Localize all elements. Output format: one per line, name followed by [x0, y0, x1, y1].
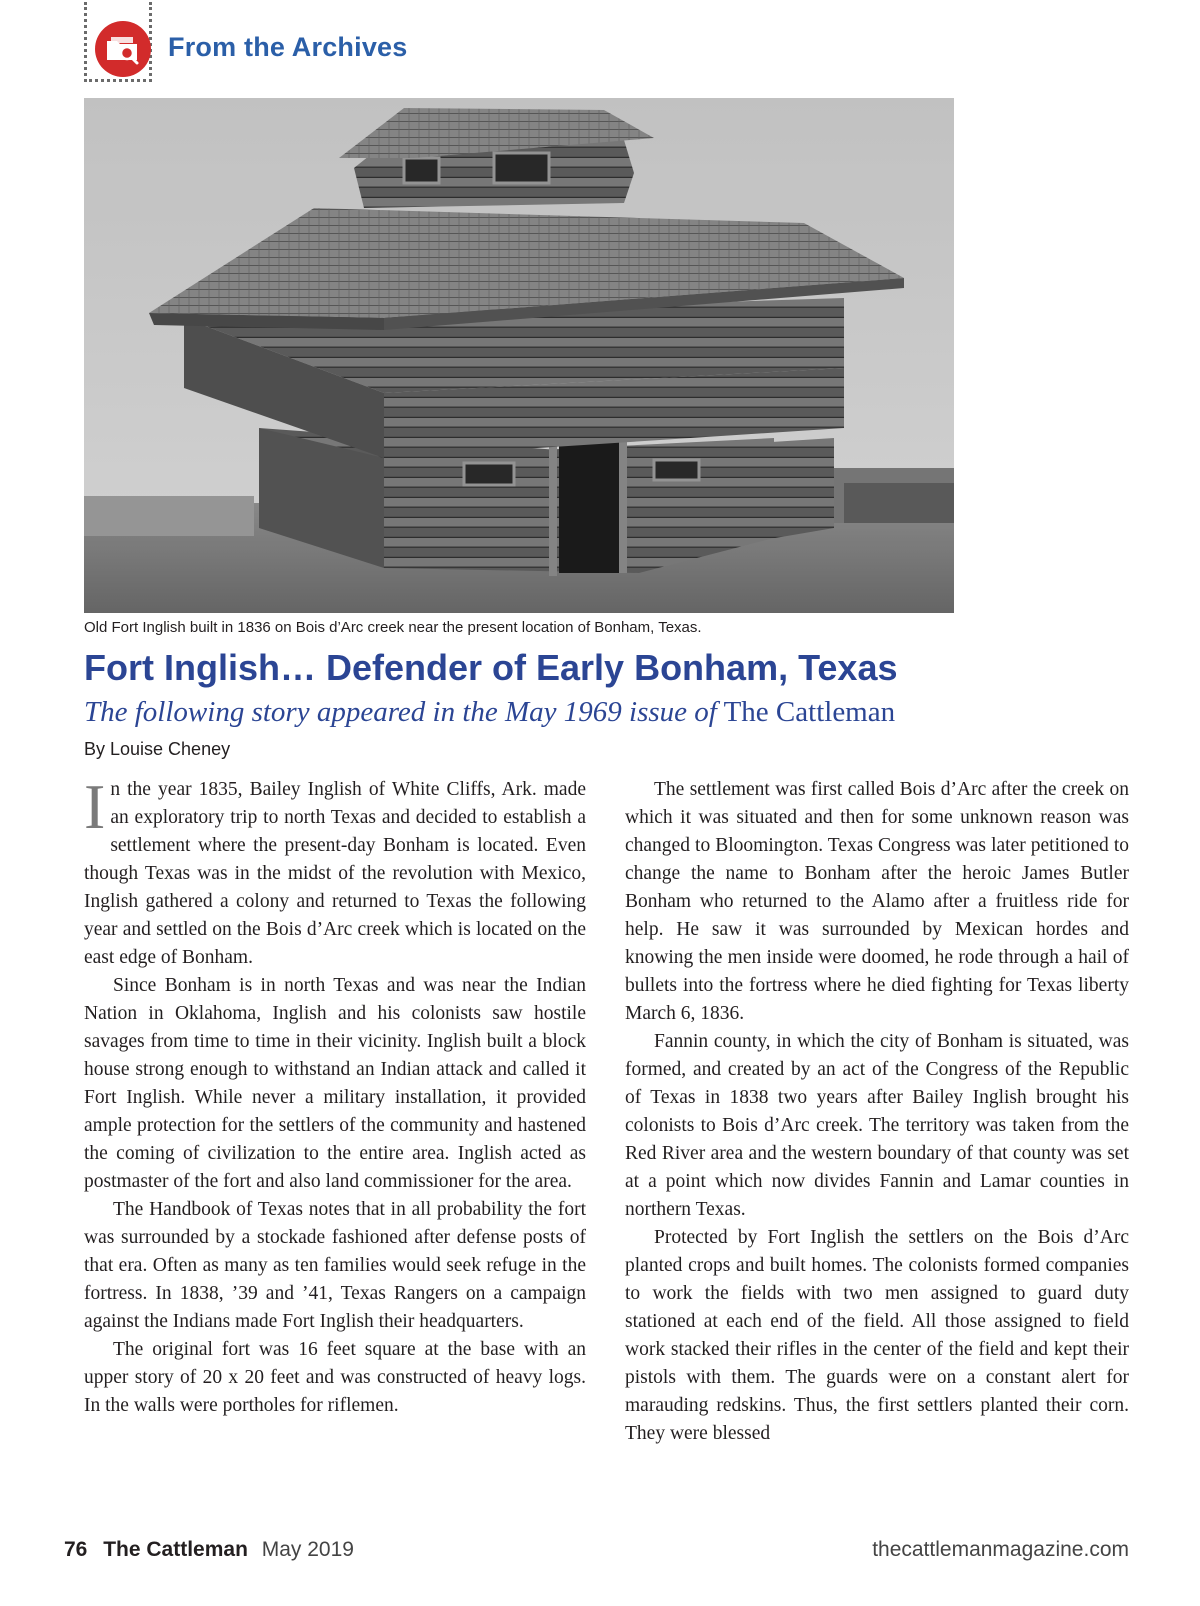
subhead-publication: The Cattleman: [723, 696, 896, 728]
photo-caption: Old Fort Inglish built in 1836 on Bois d’Arc creek near the present location of Bonham, Texas.: [84, 619, 702, 636]
page-footer: [64, 1538, 1129, 1568]
article-column-left: [84, 771, 586, 1420]
page-number: 76: [64, 1538, 88, 1561]
fort-photo: [84, 98, 954, 613]
paragraph: Protected by Fort Inglish the settlers on the Bois d’Arc planted crops and built homes. The colonists formed companies to work the fields with two men assigned to guard duty stationed at each end of the field. All those assigned to field work stacked their rifles in the center of the field and kept their pistols with them. The guards were on a constant alert for marauding redskins. Thus, the first settlers planted their corn. They were blessed: [625, 1227, 1129, 1444]
paragraph: The original fort was 16 feet square at the base with an upper story of 20 x 20 feet and was constructed of heavy logs. In the walls were portholes for riflemen.: [84, 1339, 586, 1416]
paragraph: The Handbook of Texas notes that in all probability the fort was surrounded by a stockade fashioned after defense posts of that era. Often as many as ten families would seek refuge in the fortress. In 1838, ’39 and ’41, Texas Rangers on a campaign against the Indians made Fort Inglish their headquarters.: [84, 1199, 586, 1332]
issue-date: May 2019: [261, 1538, 354, 1561]
paragraph: Fannin county, in which the city of Bonham is situated, was formed, and created by an act of the Congress of the Republic of Texas in 1838 two years after Bailey Inglish brought his colonists to Bois d’Arc creek. The territory was taken from the Red River area and the western boundary of that county was set at a point which now divides Fannin and Lamar counties in northern Texas.: [625, 1031, 1129, 1220]
section-label: From the Archives: [168, 32, 408, 62]
subhead-italic: The following story appeared in the May 1969 issue of: [84, 696, 717, 728]
paragraph: In the year 1835, Bailey Inglish of White Cliffs, Ark. made an exploratory trip to north Texas and decided to establish a settlement where the present-day Bonham is located. Even though Texas was in the midst of the revolution with Mexico, Inglish gathered a colony and returned to Texas the following year and settled on the Bois d’Arc creek which is located on the east edge of Bonham.: [84, 771, 586, 968]
paragraph: The settlement was first called Bois d’Arc after the creek on which it was situated and then for some unknown reason was changed to Bloomington. Texas Congress was later petitioned to change the name to Bonham after the heroic James Butler Bonham who returned to the Alamo after a fruitless ride for help. He saw it was surrounded by Mexican hordes and knowing the men inside were doomed, he rode through a hail of bullets into the fortress where he died fighting for Texas liberty March 6, 1836.: [625, 779, 1129, 1024]
drop-cap: I: [84, 771, 106, 842]
section-header: [84, 2, 484, 84]
magazine-url[interactable]: thecattlemanmagazine.com: [872, 1538, 1129, 1561]
section-badge: [84, 2, 152, 82]
magazine-name: The Cattleman: [103, 1538, 248, 1561]
article-subhead: [84, 694, 1124, 730]
archive-search-icon: [95, 21, 151, 77]
byline: By Louise Cheney: [84, 739, 231, 759]
footer-folio: [64, 1538, 354, 1562]
paragraph: Since Bonham is in north Texas and was near the Indian Nation in Oklahoma, Inglish and his colonists saw hostile savages from time to time in their vicinity. Inglish built a block house strong enough to withstand an Indian attack and called it Fort Inglish. While never a military installation, it provided ample protection for the settlers of the community and hastened the coming of civilization to the entire area. Inglish acted as postmaster of the fort and also land commissioner for the area.: [84, 975, 586, 1192]
article-column-right: [625, 776, 1129, 1448]
article-headline: Fort Inglish… Defender of Early Bonham, Texas: [84, 647, 898, 688]
